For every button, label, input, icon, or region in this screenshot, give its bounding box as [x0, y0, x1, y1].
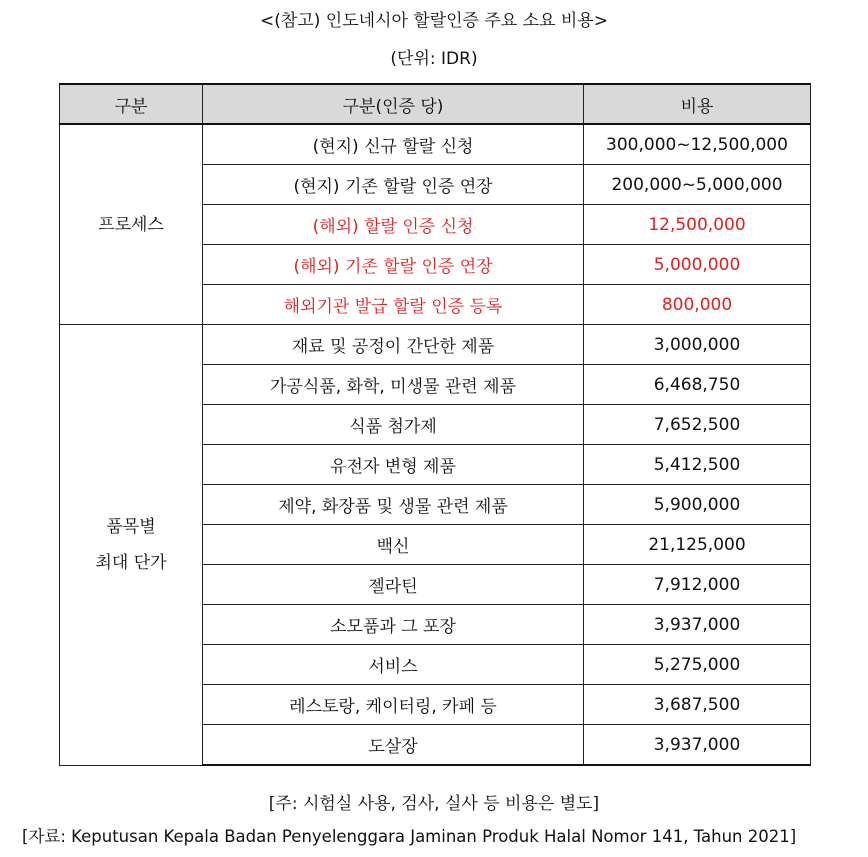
cost-cell: 5,900,000 [584, 485, 811, 525]
cost-cell: 12,500,000 [584, 205, 811, 245]
item-cell: (해외) 기존 할랄 인증 연장 [203, 245, 584, 285]
cost-cell: 7,912,000 [584, 565, 811, 605]
cost-cell: 3,937,000 [584, 605, 811, 645]
item-cell: 서비스 [203, 645, 584, 685]
category-cell [60, 124, 203, 325]
table-title: <(참고) 인도네시아 할랄인증 주요 소요 비용> [260, 11, 608, 31]
header-category: 구분 [60, 84, 203, 124]
item-cell: 유전자 변형 제품 [203, 445, 584, 485]
footnote: [주: 시험실 사용, 검사, 실사 등 비용은 별도] [268, 794, 600, 814]
item-cell: 제약, 화장품 및 생물 관련 제품 [203, 485, 584, 525]
item-cell: 소모품과 그 포장 [203, 605, 584, 645]
item-cell: 재료 및 공정이 간단한 제품 [203, 325, 584, 365]
cost-cell: 3,000,000 [584, 325, 811, 365]
header-cost: 비용 [584, 84, 811, 124]
unit-label: (단위: IDR) [390, 49, 478, 69]
item-cell: (현지) 기존 할랄 인증 연장 [203, 165, 584, 205]
table-body [60, 124, 811, 765]
item-cell: 젤라틴 [203, 565, 584, 605]
cost-cell: 5,275,000 [584, 645, 811, 685]
category-label: 품목별 [106, 516, 156, 537]
category-label: 최대 단가 [95, 552, 167, 573]
cost-cell: 7,652,500 [584, 405, 811, 445]
header-row [60, 84, 811, 124]
cost-cell: 3,687,500 [584, 685, 811, 725]
table-row [60, 124, 811, 165]
source-note: [자료: Keputusan Kepala Badan Penyelenggara Jaminan Produk Halal Nomor 141, Tahun 2021] [22, 827, 797, 846]
cost-cell: 21,125,000 [584, 525, 811, 565]
cost-cell: 5,412,500 [584, 445, 811, 485]
item-cell: 백신 [203, 525, 584, 565]
item-cell: 도살장 [203, 725, 584, 766]
cost-table [59, 83, 811, 766]
cost-cell: 300,000~12,500,000 [584, 124, 811, 165]
category-label: 프로세스 [98, 214, 164, 235]
item-cell: 레스토랑, 케이터링, 카페 등 [203, 685, 584, 725]
cost-cell: 200,000~5,000,000 [584, 165, 811, 205]
cost-cell: 800,000 [584, 285, 811, 325]
item-cell: 가공식품, 화학, 미생물 관련 제품 [203, 365, 584, 405]
item-cell: 해외기관 발급 할랄 인증 등록 [203, 285, 584, 325]
cost-cell: 3,937,000 [584, 725, 811, 766]
cost-cell: 6,468,750 [584, 365, 811, 405]
cost-cell: 5,000,000 [584, 245, 811, 285]
item-cell: (현지) 신규 할랄 신청 [203, 124, 584, 165]
table-row [60, 325, 811, 365]
item-cell: 식품 첨가제 [203, 405, 584, 445]
category-cell [60, 325, 203, 766]
item-cell: (해외) 할랄 인증 신청 [203, 205, 584, 245]
header-item: 구분(인증 당) [203, 84, 584, 124]
